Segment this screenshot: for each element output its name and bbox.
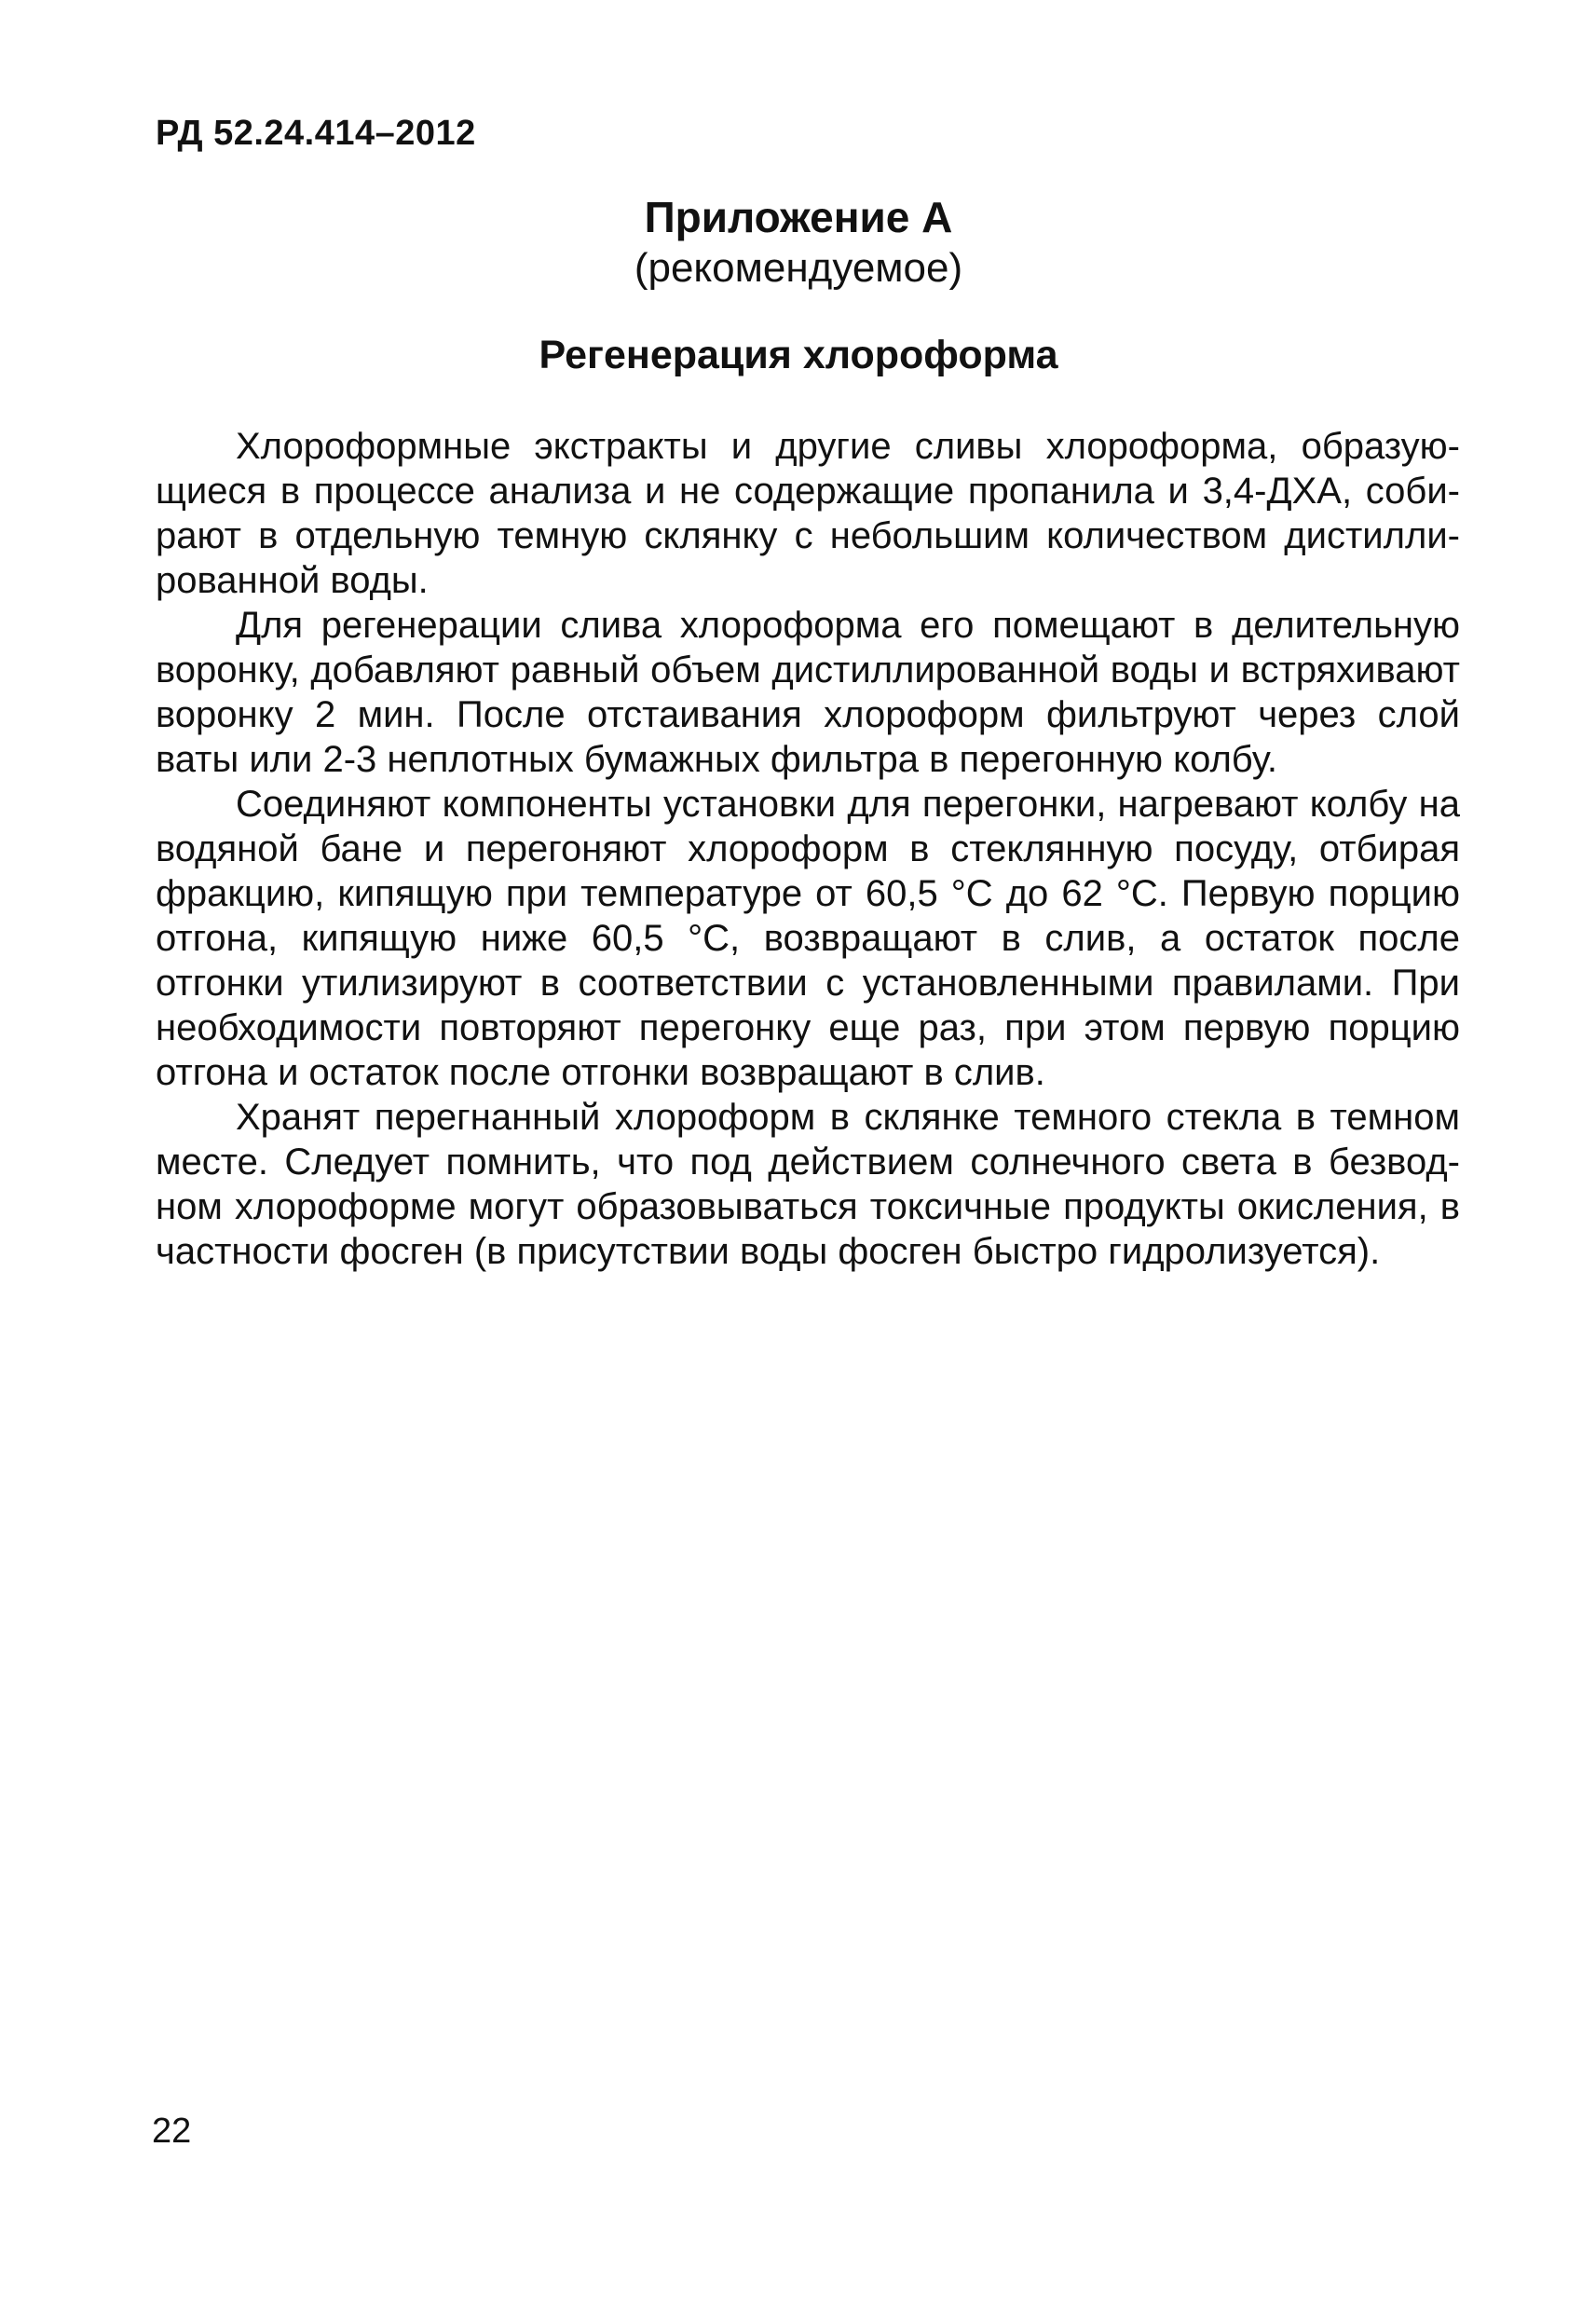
section-title: Регенерация хлороформа: [539, 333, 1058, 377]
paragraph-chloroform-extracts: Хлороформные экстракты и другие сливы хлороформа, образующиеся в процессе анализа и не содержащие пропанила и 3,4-ДХА, собирают в отдельную темную склянку с небольшим количеством дистиллированной воды.: [156, 426, 1460, 601]
paragraph-distillation: Соединяют компоненты установки для перегонки, нагревают колбу на водяной бане и перегоняют хлороформ в стеклянную посуду, отбирая фракцию, кипящую при температуре от 60,5 °С до 62 °С. Первую порцию отгона, кипящую ниже 60,5 °С, возвращают в слив, а остаток после отгонки утилизируют в соответствии с установленными правилами. При необходимости повторяют перегонку еще раз, при этом первую порцию отгона и остаток после отгонки возвращают в слив.: [156, 784, 1460, 1093]
appendix-title: Приложение А: [644, 193, 953, 241]
document-code: РД 52.24.414–2012: [156, 114, 476, 153]
paragraph-storage: Хранят перегнанный хлороформ в склянке темного стекла в темном месте. Следует помнить, что под действием солнечного света в безводном хлороформе могут образовываться токсичные продукты окисления, в частности фосген (в присутствии воды фосген быстро гидролизуется).: [156, 1097, 1460, 1272]
paragraph-regeneration-procedure: Для регенерации слива хлороформа его помещают в делительную воронку, добавляют равный объем дистиллированной воды и встряхивают воронку 2 мин. После отстаивания хлороформ фильтруют через слой ваты или 2-3 неплотных бумажных фильтра в перегонную колбу.: [156, 605, 1460, 780]
appendix-status: (рекомендуемое): [634, 245, 963, 291]
body-text: [156, 424, 1460, 1274]
page-number: 22: [152, 2112, 192, 2151]
